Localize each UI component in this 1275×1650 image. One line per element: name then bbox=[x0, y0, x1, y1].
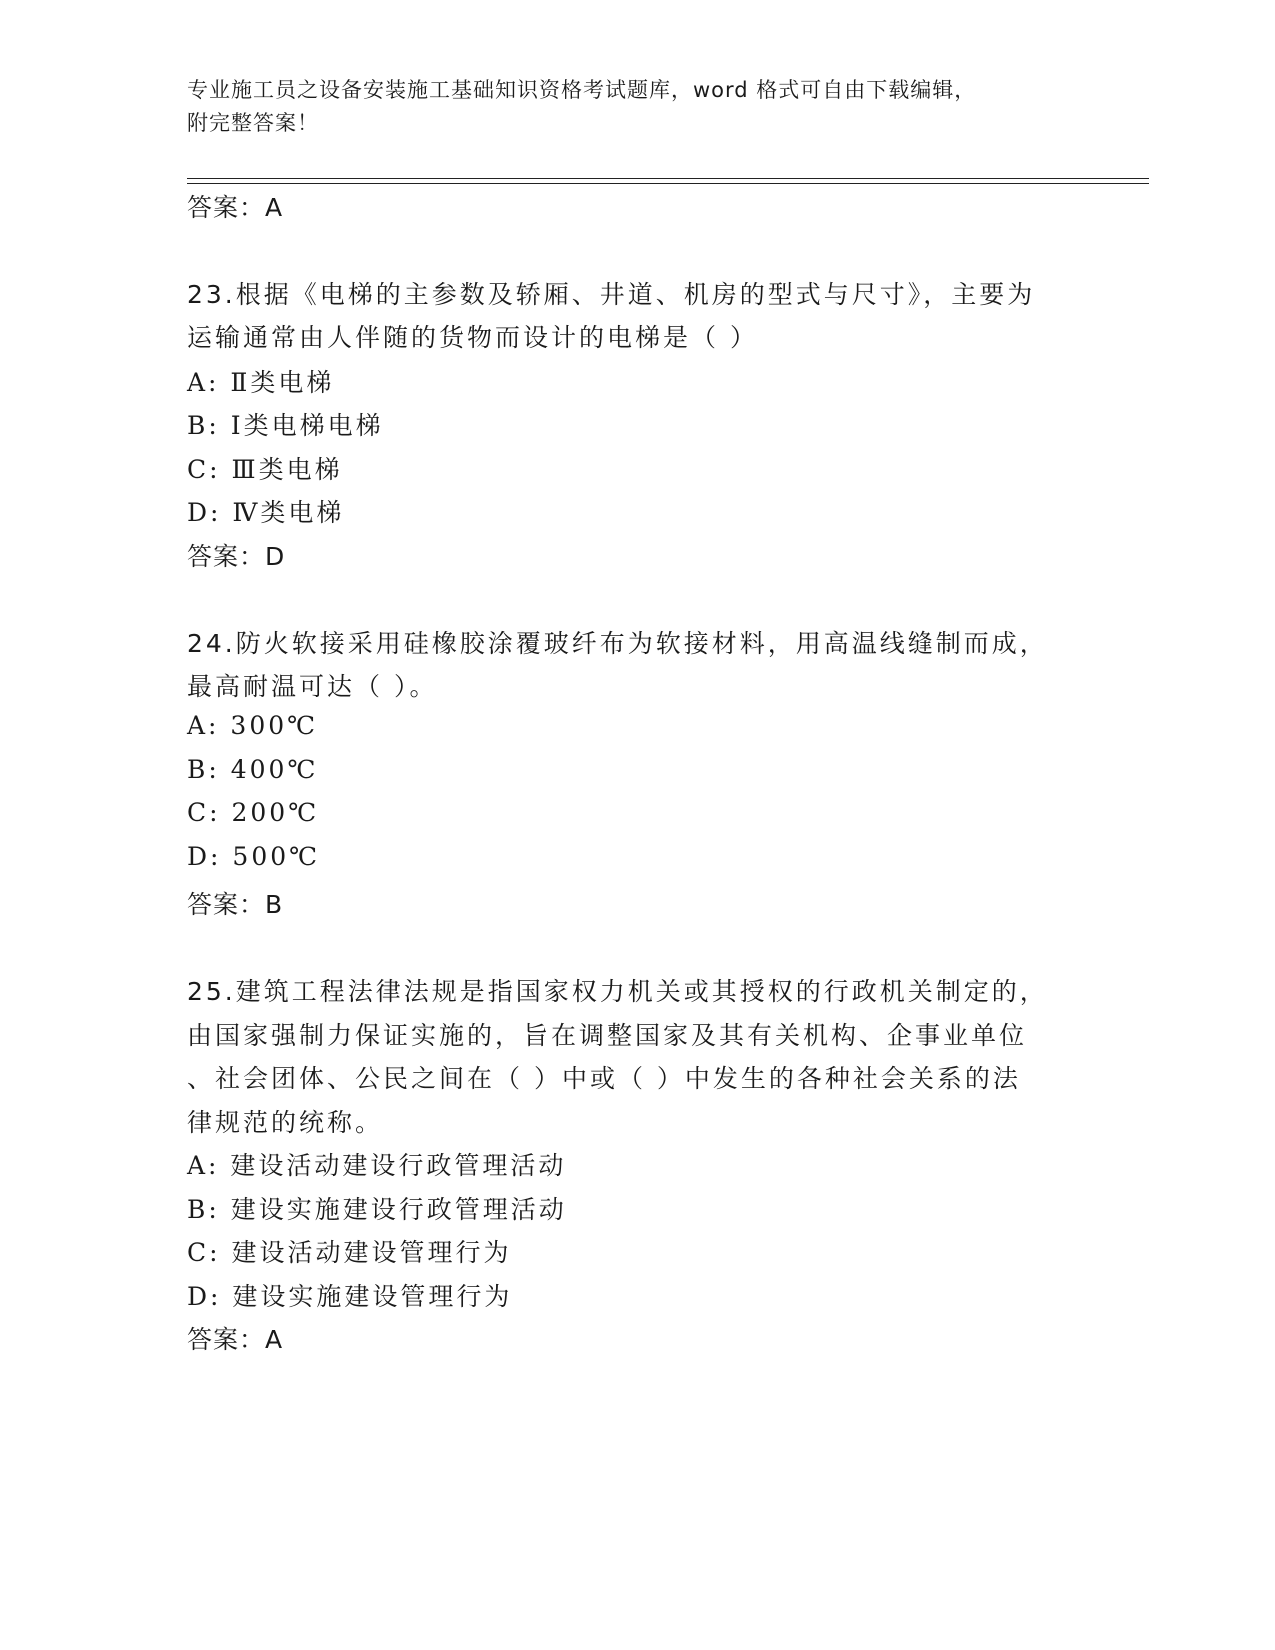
question-23-option-d: D: Ⅳ类电梯 bbox=[187, 498, 345, 527]
question-25-answer: 答案：A bbox=[187, 1325, 284, 1354]
question-25-line-4: 律规范的统称。 bbox=[187, 1108, 384, 1137]
document-header bbox=[187, 74, 1087, 140]
question-23-line-1: 23.根据《电梯的主参数及轿厢、井道、机房的型式与尺寸》，主要为 bbox=[187, 280, 1036, 309]
question-25-option-a: A: 建设活动建设行政管理活动 bbox=[187, 1151, 567, 1180]
question-25-line-3: 、社会团体、公民之间在（ ）中或（ ）中发生的各种社会关系的法 bbox=[187, 1064, 1021, 1093]
question-23-line-2: 运输通常由人伴随的货物而设计的电梯是（ ） bbox=[187, 323, 758, 352]
header-line-2: 附完整答案！ bbox=[187, 111, 319, 135]
question-24-option-c: C: 200℃ bbox=[187, 798, 320, 827]
question-24-option-d: D: 500℃ bbox=[187, 842, 321, 871]
question-24-line-2: 最高耐温可达（ ）。 bbox=[187, 672, 438, 701]
question-24-answer: 答案：B bbox=[187, 890, 284, 919]
question-24-option-a: A: 300℃ bbox=[187, 711, 319, 740]
header-line-1: 专业施工员之设备安装施工基础知识资格考试题库，word 格式可自由下载编辑， bbox=[187, 78, 977, 102]
header-divider-bottom bbox=[187, 183, 1149, 184]
answer-prev: 答案：A bbox=[187, 193, 284, 222]
question-24-option-b: B: 400℃ bbox=[187, 755, 319, 784]
question-25-line-1: 25.建筑工程法律法规是指国家权力机关或其授权的行政机关制定的， bbox=[187, 977, 1048, 1006]
header-divider-top bbox=[187, 178, 1149, 179]
question-23-option-a: A: Ⅱ类电梯 bbox=[187, 368, 335, 397]
question-25-option-c: C: 建设活动建设管理行为 bbox=[187, 1238, 512, 1267]
question-23-option-c: C: Ⅲ类电梯 bbox=[187, 455, 343, 484]
question-23-option-b: B: Ⅰ类电梯电梯 bbox=[187, 411, 384, 440]
question-24-line-1: 24.防火软接采用硅橡胶涂覆玻纤布为软接材料，用高温线缝制而成， bbox=[187, 629, 1048, 658]
question-25-option-d: D: 建设实施建设管理行为 bbox=[187, 1282, 513, 1311]
question-23-answer: 答案：D bbox=[187, 542, 286, 571]
question-25-line-2: 由国家强制力保证实施的，旨在调整国家及其有关机构、企事业单位 bbox=[187, 1021, 1028, 1050]
question-25-option-b: B: 建设实施建设行政管理活动 bbox=[187, 1195, 567, 1224]
